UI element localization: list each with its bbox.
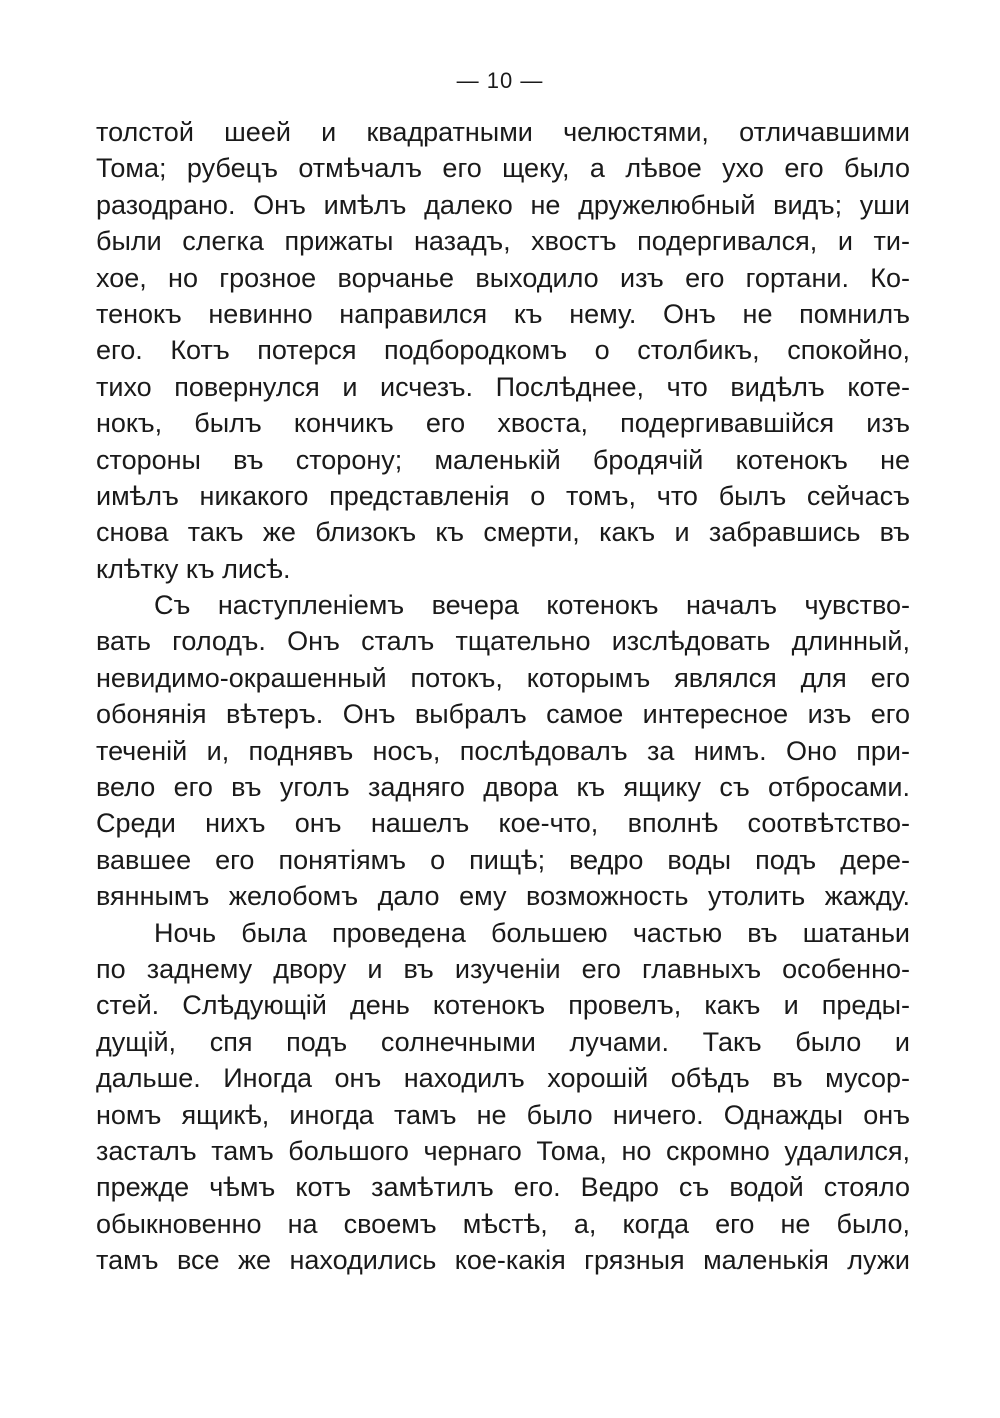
body-text: [96, 114, 910, 1279]
paragraph-start-line: Съ наступленіемъ вечера котенокъ началъ чувство-: [154, 590, 910, 621]
text-line: теченій и, поднявъ носъ, послѣдовалъ за нимъ. Оно при-: [96, 735, 910, 766]
text-line: разодрано. Онъ имѣлъ далеко не дружелюбный видъ; уши: [96, 189, 910, 220]
text-line: номъ ящикѣ, иногда тамъ не было ничего. Однажды онъ: [96, 1099, 910, 1130]
text-line: толстой шеей и квадратными челюстями, отличавшими: [96, 117, 910, 147]
text-line: имѣлъ никакого представленія о томъ, что былъ сейчасъ: [96, 480, 910, 511]
text-line: вело его въ уголъ задняго двора къ ящику съ отбросами.: [96, 772, 910, 803]
text-line: стороны въ сторону; маленькій бродячій котенокъ не: [96, 444, 910, 475]
text-line: стей. Слѣдующій день котенокъ провелъ, какъ и преды-: [96, 990, 910, 1021]
text-line: по заднему двору и въ изученіи его главныхъ особенно-: [96, 953, 910, 984]
text-line: его. Котъ потерся подбородкомъ о столбикъ, спокойно,: [96, 335, 910, 366]
paragraph-end-line: вяннымъ желобомъ дало ему возможность утолить жажду.: [96, 881, 910, 912]
text-line: снова такъ же близокъ къ смерти, какъ и забравшись въ: [96, 517, 910, 548]
text-line: прежде чѣмъ котъ замѣтилъ его. Ведро съ водой стояло: [96, 1172, 910, 1203]
paragraph-start-line: Ночь была проведена большею частью въ шатаньи: [154, 917, 910, 948]
text-line: засталъ тамъ большого чернаго Тома, но скромно удалился,: [96, 1135, 910, 1166]
text-line: дальше. Иногда онъ находилъ хорошій обѣдъ въ мусор-: [96, 1063, 910, 1094]
text-line: нокъ, былъ кончикъ его хвоста, подергивавшійся изъ: [96, 408, 910, 439]
text-line: хое, но грозное ворчанье выходило изъ его гортани. Ко-: [96, 262, 910, 293]
text-line: тенокъ невинно направился къ нему. Онъ не помнилъ: [96, 298, 910, 329]
paragraph-end-line: клѣтку къ лисѣ.: [96, 553, 291, 584]
text-line: невидимо-окрашенный потокъ, которымъ являлся для его: [96, 662, 910, 693]
text-line: Среди нихъ онъ нашелъ кое-что, вполнѣ соотвѣтство-: [96, 808, 910, 839]
page-number: — 10 —: [456, 68, 544, 93]
text-line: были слегка прижаты назадъ, хвостъ подергивался, и ти-: [96, 226, 910, 257]
text-line: тихо повернулся и исчезъ. Послѣднее, что видѣлъ коте-: [96, 371, 910, 402]
text-line: тамъ все же находились кое-какія грязныя маленькія лужи: [96, 1245, 910, 1276]
text-line: обыкновенно на своемъ мѣстѣ, а, когда его не было,: [96, 1208, 910, 1239]
text-line: вать голодъ. Онъ сталъ тщательно изслѣдовать длинный,: [96, 626, 910, 657]
text-line: Тома; рубецъ отмѣчалъ его щеку, а лѣвое ухо его было: [96, 153, 910, 184]
text-line: обонянія вѣтеръ. Онъ выбралъ самое интересное изъ его: [96, 699, 910, 730]
text-line: вавшее его понятіямъ о пищѣ; ведро воды подъ дере-: [96, 844, 910, 875]
text-line: дущій, спя подъ солнечными лучами. Такъ было и: [96, 1026, 910, 1057]
